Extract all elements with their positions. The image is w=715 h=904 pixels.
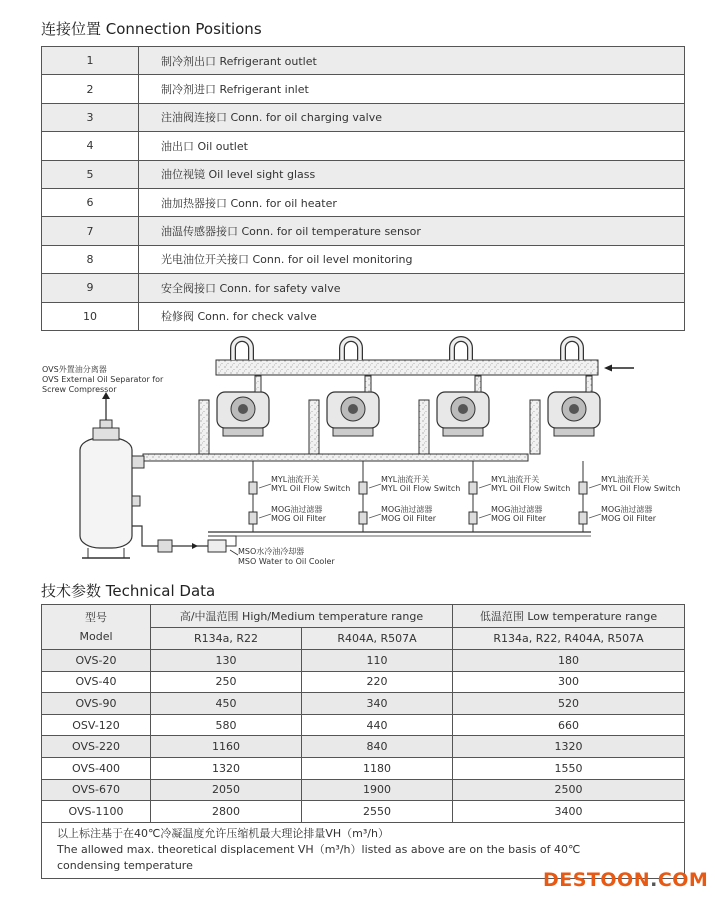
connection-number: 8: [42, 245, 139, 273]
watermark-brand: DESTOON: [543, 869, 651, 891]
discharge-loop: [563, 339, 581, 360]
connection-row: [42, 47, 685, 75]
model-cell: OVS-220: [42, 736, 151, 758]
value-low: 2500: [453, 779, 685, 801]
oil-branch: [249, 461, 350, 532]
separator-label-en2: Screw Compressor: [42, 385, 117, 394]
value-high-r134a: 130: [151, 650, 302, 672]
oil-branch: [469, 461, 570, 532]
connection-number: 9: [42, 274, 139, 302]
value-high-r134a: 450: [151, 693, 302, 715]
connection-row: [42, 188, 685, 216]
model-cell: OVS-40: [42, 671, 151, 693]
value-high-r404a: 1180: [302, 757, 453, 779]
water-oil-cooler: [208, 540, 226, 552]
model-header: [42, 605, 151, 650]
value-high-r404a: 220: [302, 671, 453, 693]
connection-row: [42, 160, 685, 188]
connection-description: 光电油位开关接口 Conn. for oil level monitoring: [139, 245, 685, 273]
screw-compressor: [199, 376, 269, 454]
connection-description: 油出口 Oil outlet: [139, 132, 685, 160]
connection-description: 制冷剂出口 Refrigerant outlet: [139, 47, 685, 75]
myl-label-cn: MYL油流开关: [601, 475, 650, 484]
value-high-r134a: 2050: [151, 779, 302, 801]
myl-label-en: MYL Oil Flow Switch: [491, 484, 571, 493]
value-low: 660: [453, 714, 685, 736]
connection-description: 油位视镜 Oil level sight glass: [139, 160, 685, 188]
technical-row: [42, 801, 685, 823]
oil-branch: [579, 461, 680, 532]
connection-row: [42, 245, 685, 273]
value-low: 3400: [453, 801, 685, 823]
mog-label-en: MOG Oil Filter: [381, 514, 437, 523]
connection-number: 10: [42, 302, 139, 330]
oil-branch: [359, 461, 460, 532]
separator-label-cn: OVS外置油分离器: [42, 365, 107, 374]
myl-label-cn: MYL油流开关: [491, 475, 540, 484]
shutoff-valve: [158, 540, 172, 552]
subheader-r134a-r22: R134a, R22: [151, 627, 302, 650]
technical-row: [42, 650, 685, 672]
connection-row: [42, 132, 685, 160]
watermark-tld: COM: [657, 869, 709, 891]
value-low: 520: [453, 693, 685, 715]
value-high-r404a: 340: [302, 693, 453, 715]
technical-row: [42, 757, 685, 779]
mog-label-en: MOG Oil Filter: [601, 514, 657, 523]
discharge-loop: [452, 339, 470, 360]
oil-return-pipe: [143, 454, 528, 461]
model-cell: OVS-20: [42, 650, 151, 672]
myl-label-en: MYL Oil Flow Switch: [381, 484, 461, 493]
connection-row: [42, 302, 685, 330]
model-cell: OVS-90: [42, 693, 151, 715]
connection-row: [42, 217, 685, 245]
mog-label-cn: MOG油过滤器: [271, 505, 323, 514]
watermark-dot: .: [650, 869, 658, 891]
separator-label-en1: OVS External Oil Separator for: [42, 375, 164, 384]
model-header-cn: 型号: [85, 611, 107, 624]
connection-number: 4: [42, 132, 139, 160]
connection-number: 5: [42, 160, 139, 188]
low-range-header: 低温范围 Low temperature range: [453, 605, 685, 628]
subheader-r404a-r507a: R404A, R507A: [302, 627, 453, 650]
discharge-loop: [342, 339, 360, 360]
value-high-r404a: 1900: [302, 779, 453, 801]
value-high-r134a: 580: [151, 714, 302, 736]
technical-data-title: 技术参数 Technical Data: [41, 582, 216, 600]
mog-label-cn: MOG油过滤器: [491, 505, 543, 514]
value-high-r134a: 1320: [151, 757, 302, 779]
oil-separator-diagram: [38, 336, 698, 571]
connection-row: [42, 274, 685, 302]
connection-description: 检修阀 Conn. for check valve: [139, 302, 685, 330]
model-cell: OVS-400: [42, 757, 151, 779]
model-header-en: Model: [79, 630, 113, 643]
connection-number: 3: [42, 103, 139, 131]
mso-label-cn: MSO水冷油冷却器: [238, 547, 305, 556]
technical-row: [42, 671, 685, 693]
value-high-r404a: 440: [302, 714, 453, 736]
value-low: 180: [453, 650, 685, 672]
connection-positions-table: [41, 46, 685, 331]
value-low: 1550: [453, 757, 685, 779]
connection-description: 制冷剂进口 Refrigerant inlet: [139, 75, 685, 103]
connection-description: 油加热器接口 Conn. for oil heater: [139, 188, 685, 216]
note-en: The allowed max. theoretical displacement VH（m³/h）listed as above are on the basis of 40℃ condensing temperature: [57, 842, 581, 872]
connection-number: 6: [42, 188, 139, 216]
screw-compressor: [419, 376, 489, 454]
value-high-r404a: 110: [302, 650, 453, 672]
mog-label-cn: MOG油过滤器: [601, 505, 653, 514]
connection-positions-title: 连接位置 Connection Positions: [41, 20, 262, 38]
myl-label-cn: MYL油流开关: [271, 475, 320, 484]
oil-separator-vessel: [80, 392, 144, 558]
value-high-r134a: 2800: [151, 801, 302, 823]
value-high-r404a: 840: [302, 736, 453, 758]
connection-description: 安全阀接口 Conn. for safety valve: [139, 274, 685, 302]
high-medium-range-header: 高/中温范围 High/Medium temperature range: [151, 605, 453, 628]
connection-number: 2: [42, 75, 139, 103]
mog-label-en: MOG Oil Filter: [271, 514, 327, 523]
myl-label-en: MYL Oil Flow Switch: [601, 484, 681, 493]
mso-label-en: MSO Water to Oil Cooler: [238, 557, 335, 566]
value-low: 300: [453, 671, 685, 693]
discharge-loop: [233, 339, 251, 360]
value-high-r404a: 2550: [302, 801, 453, 823]
discharge-header-pipe: [216, 360, 598, 375]
value-high-r134a: 250: [151, 671, 302, 693]
model-cell: OVS-1100: [42, 801, 151, 823]
technical-row: [42, 714, 685, 736]
technical-row: [42, 693, 685, 715]
technical-data-table: [41, 604, 685, 879]
connection-number: 1: [42, 47, 139, 75]
connection-row: [42, 75, 685, 103]
mog-label-en: MOG Oil Filter: [491, 514, 547, 523]
connection-description: 注油阀连接口 Conn. for oil charging valve: [139, 103, 685, 131]
value-low: 1320: [453, 736, 685, 758]
value-high-r134a: 1160: [151, 736, 302, 758]
technical-row: [42, 779, 685, 801]
model-cell: OVS-670: [42, 779, 151, 801]
note-cn: 以上标注基于在40℃冷凝温度允许压缩机最大理论排量VH（m³/h）: [57, 826, 389, 840]
connection-description: 油温传感器接口 Conn. for oil temperature sensor: [139, 217, 685, 245]
connection-number: 7: [42, 217, 139, 245]
destoon-watermark: [543, 869, 708, 891]
technical-row: [42, 736, 685, 758]
subheader-all-refrigerants: R134a, R22, R404A, R507A: [453, 627, 685, 650]
myl-label-cn: MYL油流开关: [381, 475, 430, 484]
mog-label-cn: MOG油过滤器: [381, 505, 433, 514]
screw-compressor: [309, 376, 379, 454]
connection-row: [42, 103, 685, 131]
model-cell: OSV-120: [42, 714, 151, 736]
myl-label-en: MYL Oil Flow Switch: [271, 484, 351, 493]
screw-compressor: [530, 376, 600, 454]
inlet-arrow-head: [604, 365, 612, 372]
